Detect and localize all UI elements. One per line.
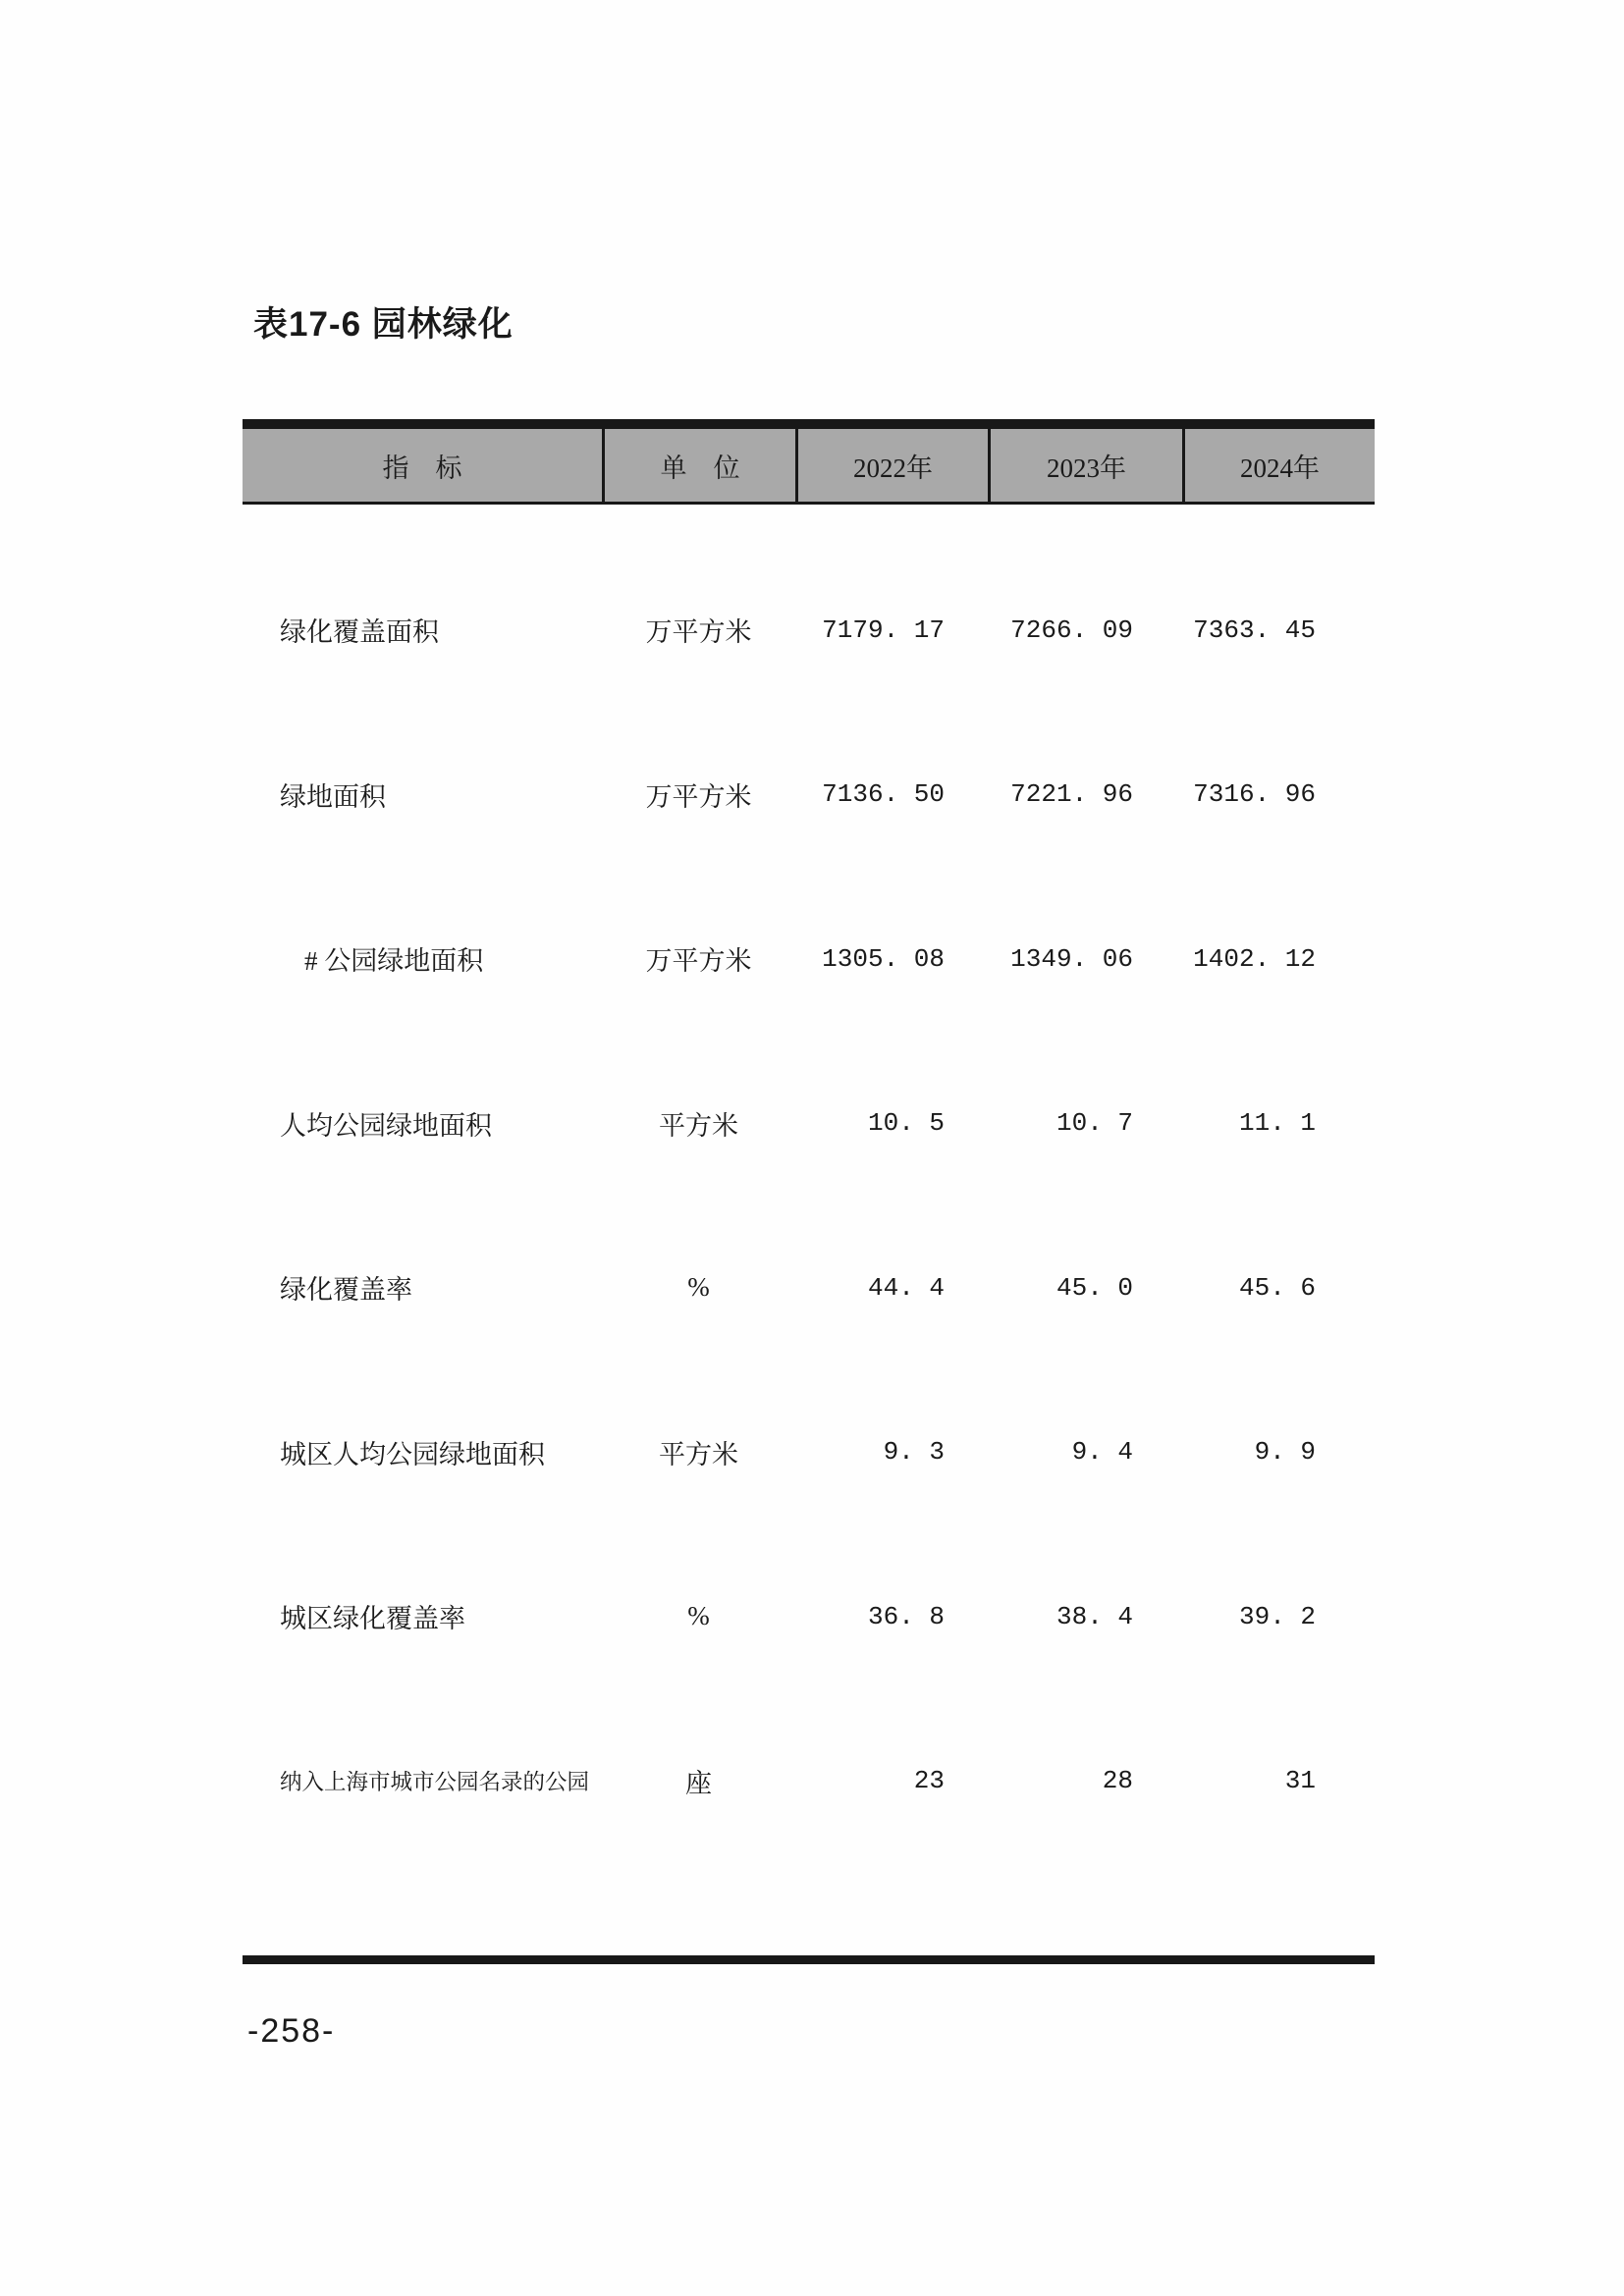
value-2023: 10. 7 — [1056, 1108, 1133, 1139]
indicator-cell: 绿化覆盖面积 — [280, 617, 439, 648]
indicator-cell: 人均公园绿地面积 — [280, 1110, 492, 1141]
page-number: -258- — [247, 2012, 336, 2050]
unit-cell: 平方米 — [659, 1439, 738, 1469]
table-row — [243, 1699, 1375, 1864]
header-cell-unit: 单 位 — [602, 429, 795, 502]
table-header-row — [243, 419, 1375, 505]
value-2023: 9. 4 — [1071, 1437, 1133, 1468]
indicator-cell: 绿化覆盖率 — [280, 1275, 412, 1306]
value-2024: 45. 6 — [1238, 1272, 1316, 1303]
value-2023: 7221. 96 — [1010, 779, 1133, 810]
unit-cell: 座 — [685, 1768, 712, 1798]
indicator-cell: 城区绿化覆盖率 — [280, 1604, 465, 1634]
header-cell-2022: 2022年 — [795, 429, 988, 502]
unit-cell: % — [687, 1272, 710, 1303]
header-cell-2024: 2024年 — [1182, 429, 1375, 502]
table-title: 表17-6 园林绿化 — [253, 305, 514, 344]
table-bottom-rule — [243, 1955, 1375, 1964]
unit-cell: 平方米 — [659, 1110, 738, 1141]
value-2022: 10. 5 — [867, 1108, 945, 1139]
value-2023: 45. 0 — [1056, 1272, 1133, 1303]
value-2022: 1305. 08 — [822, 943, 945, 974]
unit-cell: 万平方米 — [645, 617, 752, 648]
table-row — [243, 1370, 1375, 1535]
value-2023: 38. 4 — [1056, 1601, 1133, 1631]
table-body — [243, 505, 1375, 1955]
indicator-cell: 城区人均公园绿地面积 — [280, 1439, 545, 1469]
value-2023: 28 — [1102, 1766, 1133, 1796]
value-2022: 23 — [913, 1766, 945, 1796]
table-row — [243, 1041, 1375, 1206]
value-2023: 1349. 06 — [1010, 943, 1133, 974]
value-2024: 9. 9 — [1254, 1437, 1316, 1468]
statistics-table — [243, 419, 1375, 1964]
value-2022: 44. 4 — [867, 1272, 945, 1303]
value-2024: 7363. 45 — [1193, 614, 1316, 645]
value-2022: 7179. 17 — [822, 614, 945, 645]
value-2024: 7316. 96 — [1193, 779, 1316, 810]
table-row — [243, 1205, 1375, 1370]
value-2022: 7136. 50 — [822, 779, 945, 810]
header-cell-indicator: 指 标 — [382, 453, 462, 483]
value-2024: 39. 2 — [1238, 1601, 1316, 1631]
value-2022: 9. 3 — [883, 1437, 945, 1468]
table-row — [243, 713, 1375, 878]
value-2024: 31 — [1284, 1766, 1316, 1796]
value-2022: 36. 8 — [867, 1601, 945, 1631]
table-row — [243, 877, 1375, 1041]
unit-cell: % — [687, 1601, 710, 1631]
unit-cell: 万平方米 — [645, 946, 752, 977]
indicator-cell: 纳入上海市城市公园名录的公园 — [280, 1770, 590, 1795]
indicator-cell: # 公园绿地面积 — [304, 946, 484, 977]
indicator-cell: 绿地面积 — [280, 781, 386, 812]
unit-cell: 万平方米 — [645, 781, 752, 812]
table-row — [243, 548, 1375, 713]
table-row — [243, 1534, 1375, 1699]
value-2023: 7266. 09 — [1010, 614, 1133, 645]
header-cell-2023: 2023年 — [988, 429, 1182, 502]
value-2024: 1402. 12 — [1193, 943, 1316, 974]
value-2024: 11. 1 — [1238, 1108, 1316, 1139]
